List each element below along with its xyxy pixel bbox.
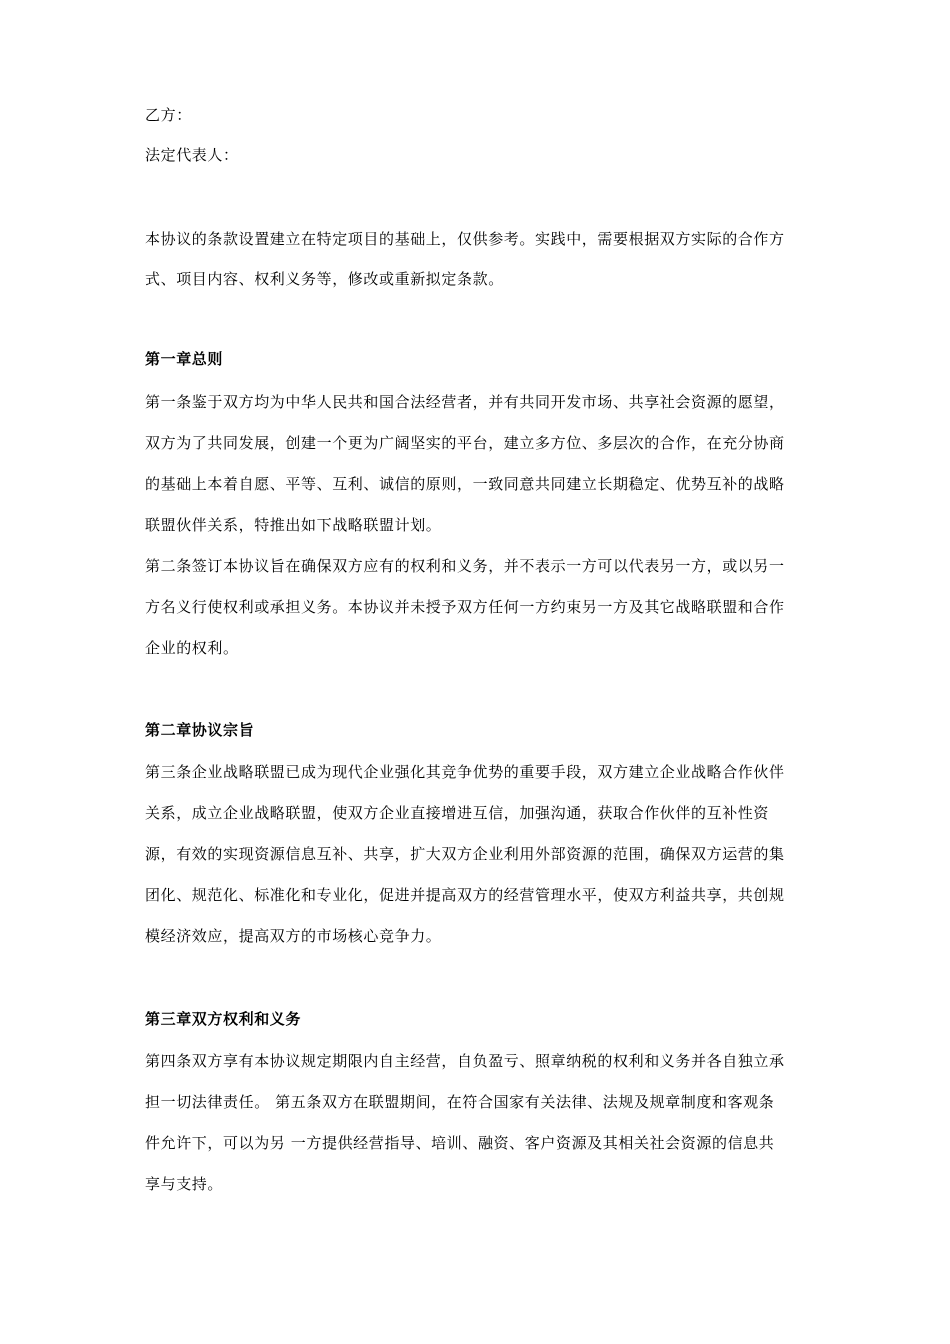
chapter-3-line: 享与支持。 xyxy=(145,1175,224,1193)
chapter-1-line: 方名义行使权利或承担义务。本协议并未授予双方任何一方约束另一方及其它战略联盟和合作 xyxy=(145,598,785,616)
chapter-3-line: 件允许下，可以为另 一方提供经营指导、培训、融资、客户资源及其相关社会资源的信息共 xyxy=(145,1134,775,1152)
chapter-1-line: 双方为了共同发展，创建一个更为广阔坚实的平台，建立多方位、多层次的合作，在充分协商 xyxy=(145,434,785,452)
chapter-2-line: 源，有效的实现资源信息互补、共享，扩大双方企业利用外部资源的范围，确保双方运营的集 xyxy=(145,845,785,863)
chapter-2-line: 第三条企业战略联盟已成为现代企业强化其竞争优势的重要手段，双方建立企业战略合作伙伴 xyxy=(145,763,785,781)
chapter-1-title: 第一章总则 xyxy=(145,350,224,368)
chapter-1-line: 联盟伙伴关系，特推出如下战略联盟计划。 xyxy=(145,516,442,534)
chapter-2-title: 第二章协议宗旨 xyxy=(145,721,255,739)
chapter-2-line: 模经济效应，提高双方的市场核心竞争力。 xyxy=(145,927,442,945)
chapter-1-line: 企业的权利。 xyxy=(145,639,239,657)
chapter-1-line: 第一条鉴于双方均为中华人民共和国合法经营者，并有共同开发市场、共享社会资源的愿望， xyxy=(145,393,785,411)
chapter-3-title: 第三章双方权利和义务 xyxy=(145,1010,302,1028)
note-line-1: 本协议的条款设置建立在特定项目的基础上，仅供参考。实践中，需要根据双方实际的合作方 xyxy=(145,230,785,248)
chapter-1-line: 第二条签订本协议旨在确保双方应有的权利和义务，并不表示一方可以代表另一方，或以另一 xyxy=(145,557,785,575)
chapter-2-line: 关系，成立企业战略联盟，使双方企业直接增进互信，加强沟通，获取合作伙伴的互补性资 xyxy=(145,804,770,822)
note-line-2: 式、项目内容、权利义务等，修改或重新拟定条款。 xyxy=(145,270,504,288)
chapter-2-line: 团化、规范化、标准化和专业化，促进并提高双方的经营管理水平，使双方利益共享，共创规 xyxy=(145,886,785,904)
chapter-3-line: 第四条双方享有本协议规定期限内自主经营，自负盈亏、照章纳税的权利和义务并各自独立承 xyxy=(145,1052,785,1070)
chapter-1-line: 的基础上本着自愿、平等、互利、诚信的原则，一致同意共同建立长期稳定、优势互补的战略 xyxy=(145,475,785,493)
chapter-3-line: 担一切法律责任。 第五条双方在联盟期间，在符合国家有关法律、法规及规章制度和客观条 xyxy=(145,1093,775,1111)
legal-representative-label: 法定代表人： xyxy=(145,146,239,164)
party-b-label: 乙方： xyxy=(145,106,192,124)
